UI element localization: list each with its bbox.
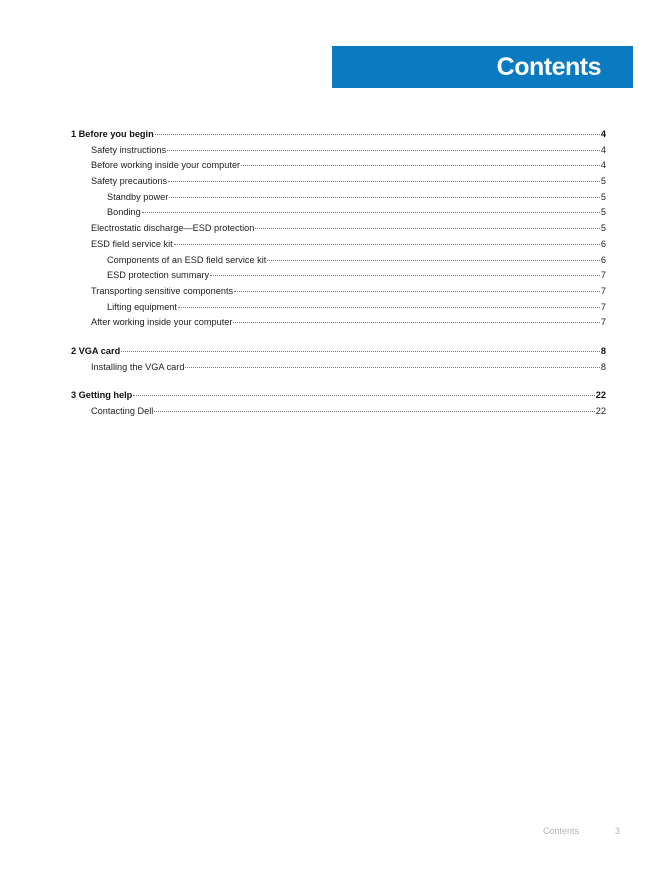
toc-entry-page: 8 — [600, 345, 606, 356]
dot-leader — [267, 260, 600, 261]
toc-entry-esd-field-service-kit[interactable] — [71, 237, 606, 253]
toc-entry-page: 7 — [600, 285, 606, 296]
toc-entry-page: 6 — [600, 238, 606, 249]
toc-entry-label: Transporting sensitive components — [91, 285, 234, 296]
toc-entry-label: Installing the VGA card — [91, 361, 185, 372]
toc-entry-label: Contacting Dell — [91, 406, 154, 416]
toc-entry-page: 7 — [600, 270, 606, 281]
toc-entry-page: 22 — [595, 406, 606, 416]
dot-leader — [142, 212, 600, 213]
toc-entry-label: Safety precautions — [91, 176, 168, 187]
toc-entry-label: Before working inside your computer — [91, 160, 241, 171]
dot-leader — [155, 134, 600, 135]
toc-entry-label: Bonding — [107, 207, 141, 218]
dot-leader — [133, 395, 595, 396]
dot-leader — [154, 411, 594, 412]
toc-entry-contacting-dell[interactable] — [71, 404, 606, 420]
toc-entry-esd-protection[interactable] — [71, 221, 606, 237]
toc-entry-bonding[interactable] — [71, 205, 606, 221]
toc-entry-page: 7 — [600, 317, 606, 328]
table-of-contents — [71, 127, 606, 420]
toc-chapter-before-you-begin[interactable] — [71, 127, 606, 143]
title-banner — [332, 46, 633, 88]
toc-chapter-getting-help[interactable] — [71, 388, 606, 404]
section-spacer — [71, 375, 606, 388]
dot-leader — [167, 150, 600, 151]
dot-leader — [185, 367, 599, 368]
page-title: Contents — [496, 52, 601, 81]
toc-entry-page: 22 — [595, 390, 606, 401]
dot-leader — [168, 181, 600, 182]
toc-entry-transporting-components[interactable] — [71, 284, 606, 300]
toc-entry-before-working-inside[interactable] — [71, 158, 606, 174]
toc-entry-installing-vga-card[interactable] — [71, 360, 606, 376]
toc-entry-page: 4 — [600, 144, 606, 155]
footer-page-number: 3 — [615, 826, 621, 836]
toc-entry-page: 5 — [600, 223, 606, 234]
page-footer — [0, 826, 661, 838]
dot-leader — [234, 291, 600, 292]
toc-entry-standby-power[interactable] — [71, 190, 606, 206]
toc-entry-label: After working inside your computer — [91, 317, 233, 328]
toc-entry-page: 5 — [600, 207, 606, 218]
dot-leader — [241, 165, 600, 166]
toc-entry-label: Lifting equipment — [107, 301, 177, 312]
toc-entry-label: 2 VGA card — [71, 345, 121, 356]
dot-leader — [210, 275, 600, 276]
toc-entry-label: Standby power — [107, 191, 169, 202]
toc-entry-label: ESD protection summary — [107, 270, 210, 281]
toc-entry-label: Components of an ESD field service kit — [107, 254, 267, 265]
toc-entry-safety-instructions[interactable] — [71, 143, 606, 159]
toc-entry-label: Safety instructions — [91, 144, 167, 155]
section-spacer — [71, 331, 606, 344]
dot-leader — [178, 307, 600, 308]
toc-entry-page: 5 — [600, 191, 606, 202]
toc-entry-esd-kit-components[interactable] — [71, 253, 606, 269]
toc-entry-label: 3 Getting help — [71, 390, 133, 401]
toc-entry-after-working-inside[interactable] — [71, 315, 606, 331]
dot-leader — [174, 244, 600, 245]
toc-entry-page: 7 — [600, 301, 606, 312]
toc-entry-page: 4 — [600, 160, 606, 171]
toc-entry-page: 8 — [600, 361, 606, 372]
toc-entry-lifting-equipment[interactable] — [71, 300, 606, 316]
toc-entry-label: ESD field service kit — [91, 238, 173, 249]
dot-leader — [233, 322, 599, 323]
toc-entry-label: Electrostatic discharge—ESD protection — [91, 223, 255, 234]
footer-section-label: Contents — [543, 826, 580, 836]
toc-entry-safety-precautions[interactable] — [71, 174, 606, 190]
toc-entry-page: 4 — [600, 129, 606, 139]
dot-leader — [255, 228, 599, 229]
dot-leader — [121, 351, 600, 352]
dot-leader — [169, 197, 600, 198]
toc-chapter-vga-card[interactable] — [71, 344, 606, 360]
toc-entry-esd-protection-summary[interactable] — [71, 268, 606, 284]
toc-entry-page: 6 — [600, 254, 606, 265]
toc-entry-page: 5 — [600, 176, 606, 187]
toc-entry-label: 1 Before you begin — [71, 129, 154, 139]
